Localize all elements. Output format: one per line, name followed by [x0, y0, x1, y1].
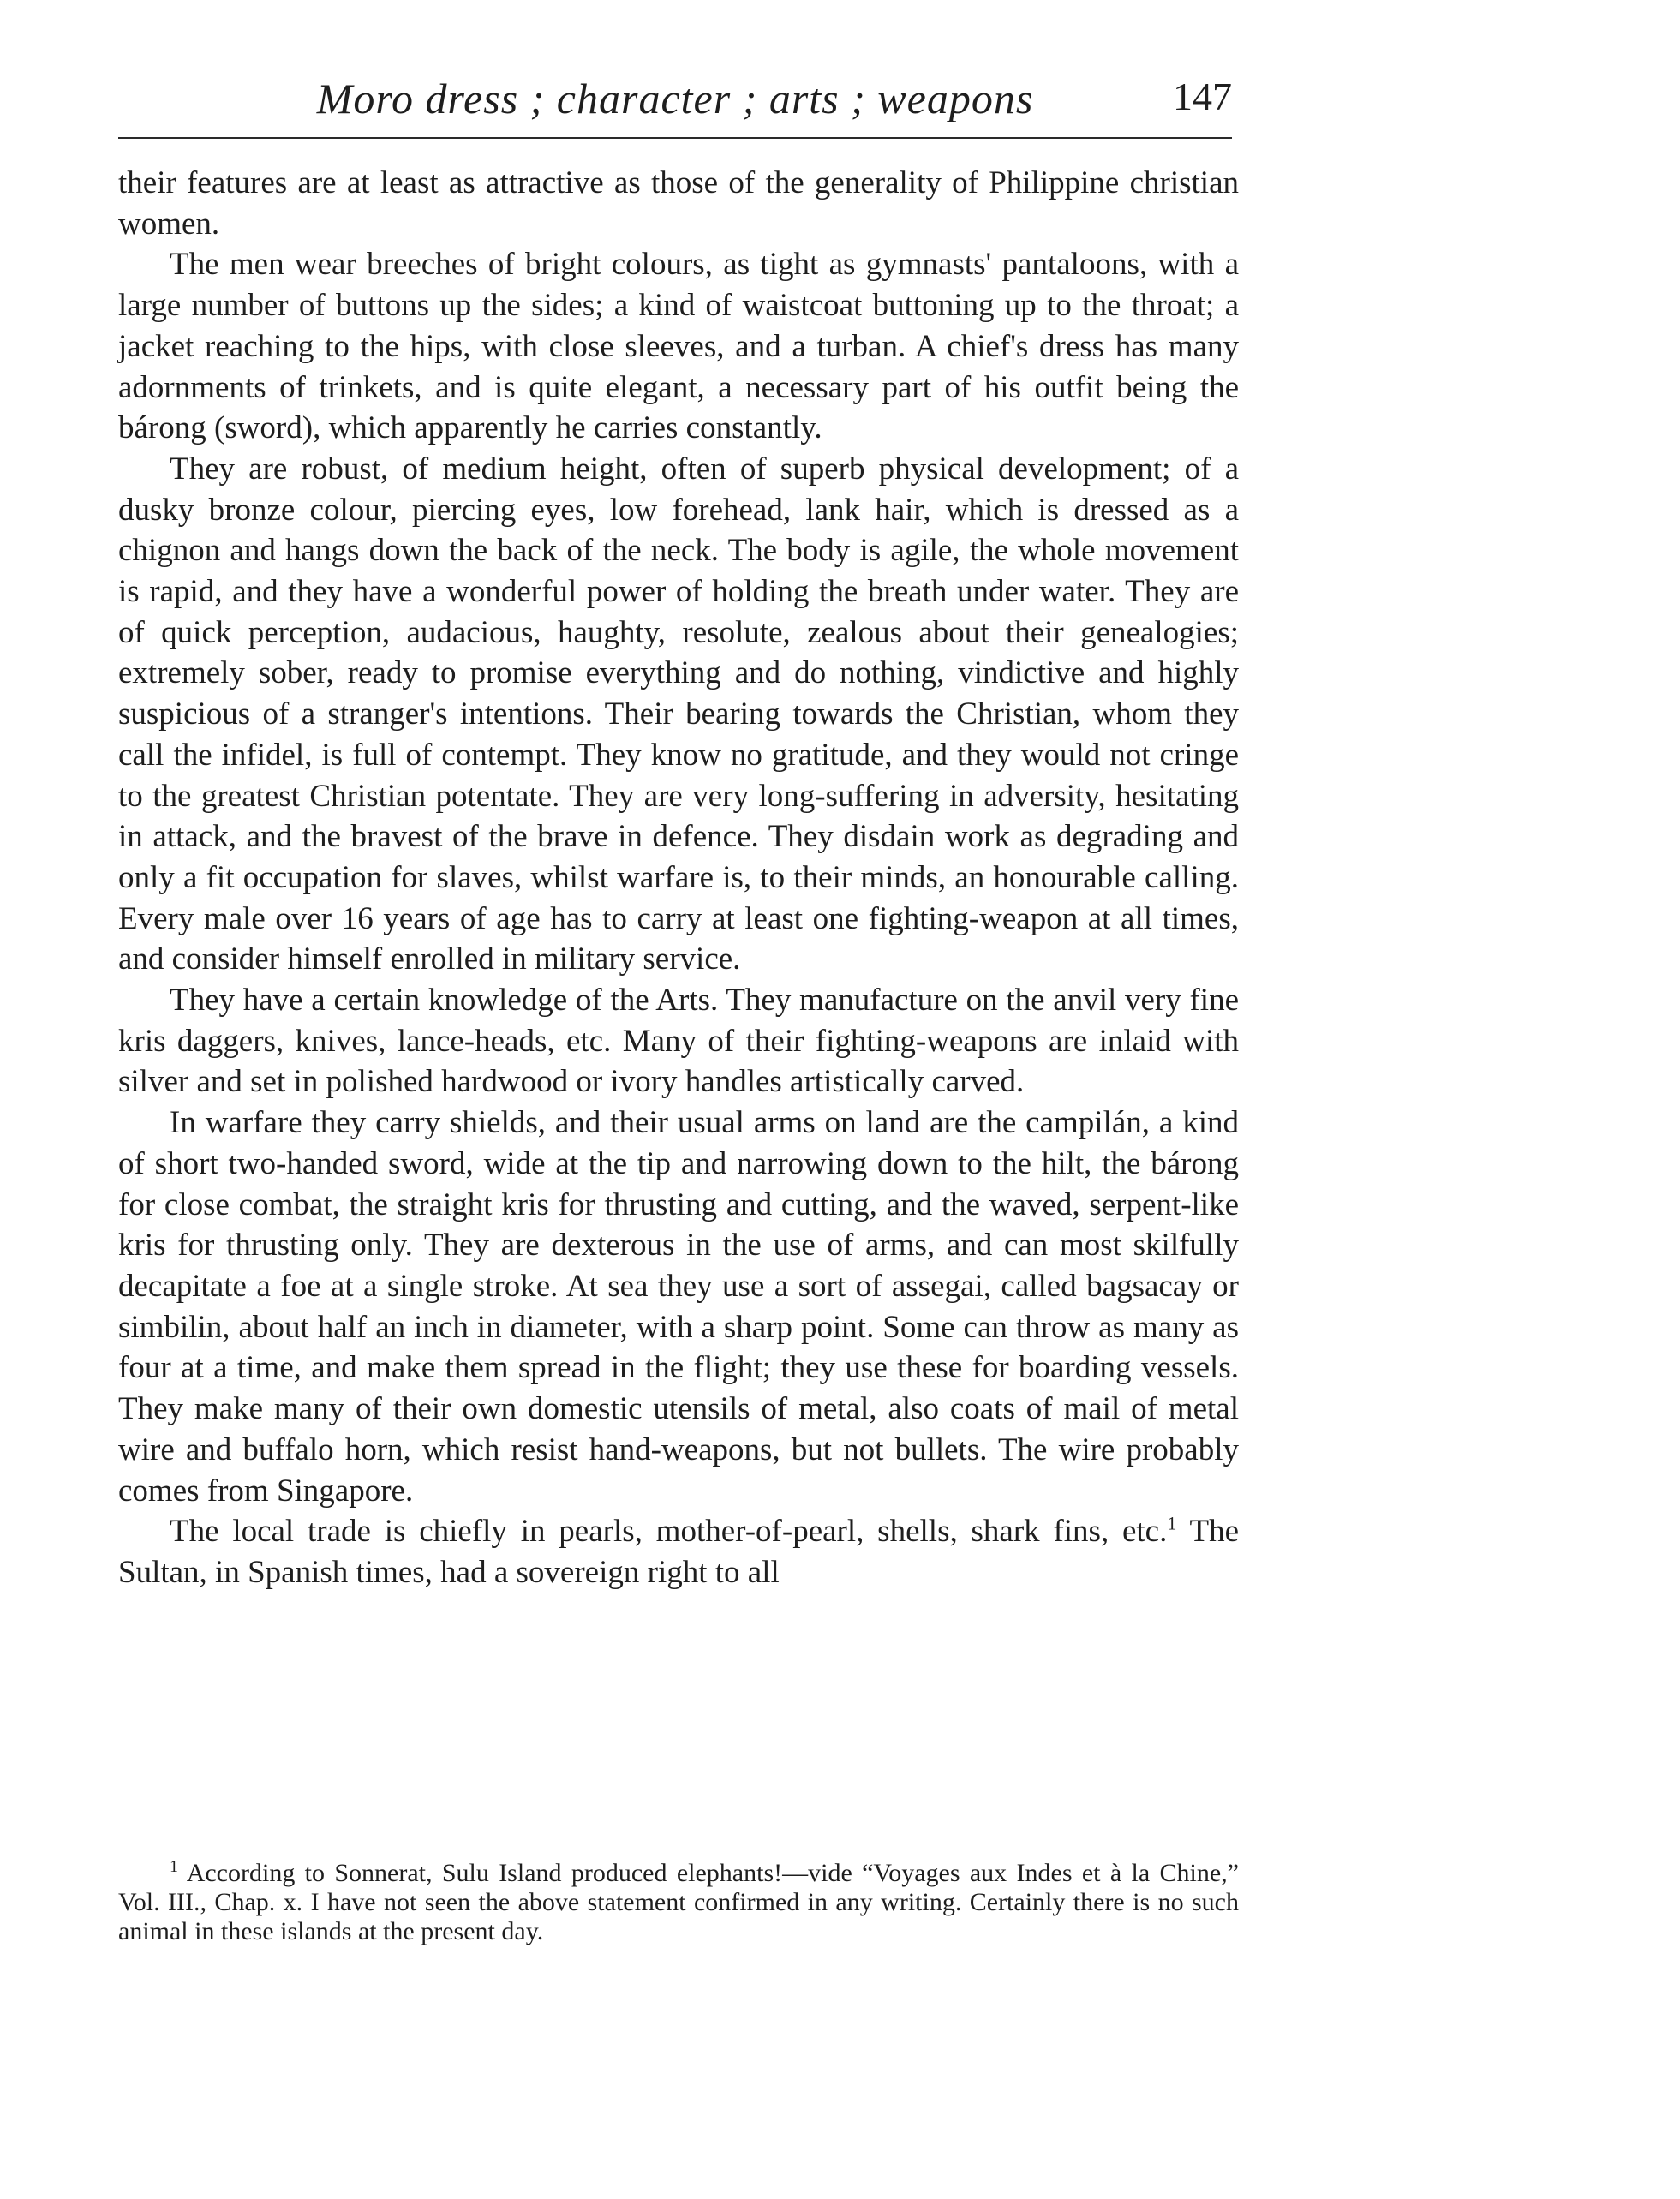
footnote-1: [118, 1859, 1239, 1946]
footnote-reference: 1: [1167, 1512, 1177, 1534]
paragraph-1: their features are at least as attractive as those of the generality of Philippine christian women.: [118, 165, 1239, 242]
paragraph-5: In warfare they carry shields, and their usual arms on land are the campilán, a kind of short two-handed sword, wide at the tip and narrowing down to the hilt, the bárong for close combat, the straight kris for thrusting and cutting, and the waved, serpent-like kris for thrusting only. They are dexterous in the use of arms, and can most skilfully decapitate a foe at a single stroke. At sea they use a sort of assegai, called bagsacay or simbilin, about half an inch in diameter, with a sharp point. Some can throw as many as four at a time, and make them spread in the flight; they use these for boarding vessels. They make many of their own domestic utensils of metal, also coats of mail of metal wire and buffalo horn, which resist hand-weapons, but not bullets. The wire probably comes from Singapore.: [118, 1105, 1239, 1509]
header-rule: [118, 137, 1232, 139]
paragraph-3: They are robust, of medium height, often of superb physical development; of a dusky bronze colour, piercing eyes, low forehead, lank hair, which is dressed as a chignon and hangs down the back of the neck. The body is agile, the whole movement is rapid, and they have a wonderful power of holding the breath under water. They are of quick perception, audacious, haughty, resolute, zealous about their genealogies; extremely sober, ready to promise everything and do nothing, vindictive and highly suspicious of a stranger's intentions. Their bearing towards the Christian, whom they call the infidel, is full of contempt. They know no gratitude, and they would not cringe to the greatest Christian potentate. They are very long-suffering in adversity, hesitating in attack, and the bravest of the brave in defence. They disdain work as degrading and only a fit occupation for slaves, whilst warfare is, to their minds, an honourable calling. Every male over 16 years of age has to carry at least one fighting-weapon at all times, and consider himself enrolled in military service.: [118, 451, 1239, 977]
running-head: Moro dress ; character ; arts ; weapons: [316, 75, 1034, 122]
paragraph-6-start: The local trade is chiefly in pearls, mother-of-pearl, shells, shark fins, etc.: [170, 1514, 1168, 1550]
footnotes: [118, 1859, 1239, 1946]
footnote-text: According to Sonnerat, Sulu Island produced elephants!—vide “Voyages aux Indes et à la Chine,” Vol. III., Chap. x. I have not seen the above statement confirmed in any writing. Certainly there is no such animal in these islands at the present day.: [118, 1859, 1239, 1945]
paragraph-4: They have a certain knowledge of the Arts. They manufacture on the anvil very fine kris daggers, knives, lance-heads, etc. Many of their fighting-weapons are inlaid with silver and set in polished hardwood or ivory handles artistically carved.: [118, 983, 1239, 1100]
page-header: [118, 67, 1232, 135]
main-text: [118, 163, 1239, 1593]
paragraph-2: The men wear breeches of bright colours, as tight as gymnasts' pantaloons, with a large number of buttons up the sides; a kind of waistcoat buttoning up to the throat; a jacket reaching to the hips, with close sleeves, and a turban. A chief's dress has many adornments of trinkets, and is quite elegant, a necessary part of his outfit being the bárong (sword), which apparently he carries constantly.: [118, 247, 1239, 446]
paragraph-6-end: The Sultan, in Spanish times, had a sovereign right to all: [118, 1514, 1240, 1590]
paragraph-6: [118, 1511, 1239, 1592]
page-number: 147: [1173, 75, 1232, 118]
footnote-marker: 1: [170, 1857, 178, 1876]
